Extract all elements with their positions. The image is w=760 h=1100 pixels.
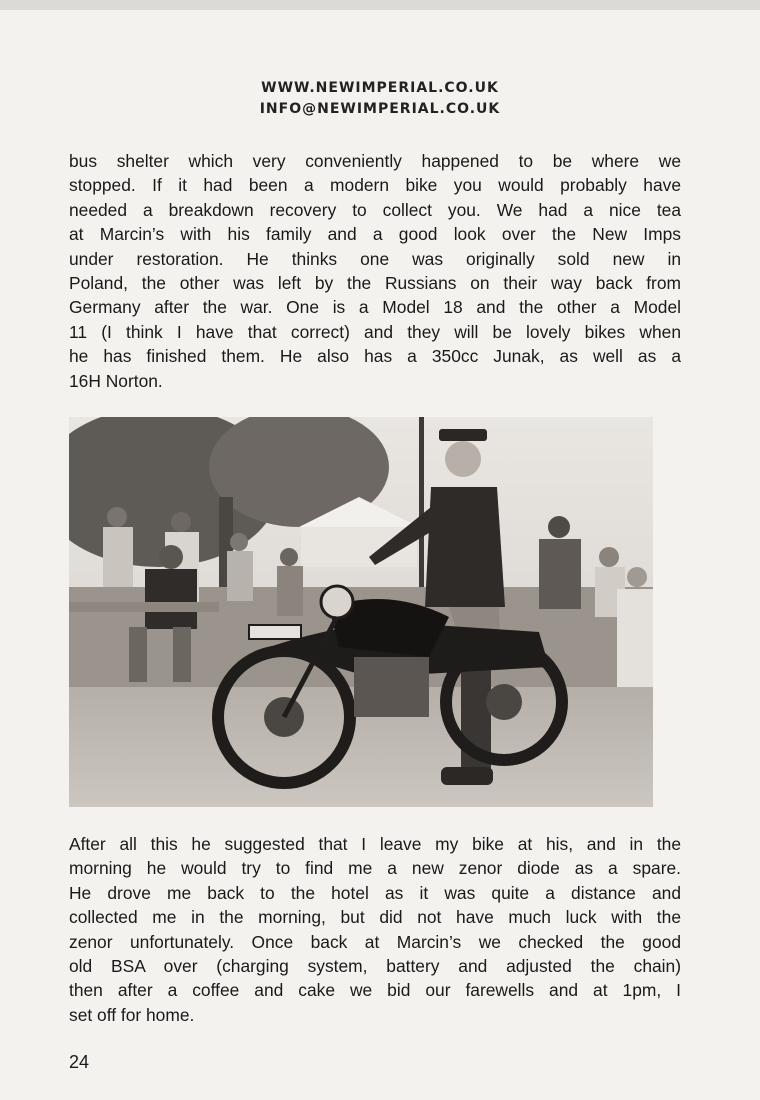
page-edge [0,0,760,10]
paragraph-2 [69,832,681,1027]
text-line: Germany after the war. One is a Model 18 and the other a Model [69,297,681,318]
text-line: morning he would try to find me a new zenor diode as a spare. [69,858,681,879]
text-line: zenor unfortunately. Once back at Marcin’s we checked the good [69,931,681,952]
text-line: then after a coffee and cake we bid our farewells and at 1pm, I [69,980,681,1001]
page-header [0,78,760,120]
text-line: collected me in the morning, but did not have much luck with the [69,907,681,928]
text-line: 11 (I think I have that correct) and they will be lovely bikes when [69,321,681,342]
page-number: 24 [69,1052,90,1072]
photo-illustration [69,417,653,807]
text-line: old BSA over (charging system, battery and adjusted the chain) [69,956,681,977]
text-line: under restoration. He thinks one was originally sold new in [69,248,681,269]
text-line: 16H Norton. [69,370,163,391]
text-line: at Marcin’s with his family and a good look over the New Imps [69,224,681,245]
text-line: He drove me back to the hotel as it was quite a distance and [69,882,681,903]
website-link[interactable]: WWW.NEWIMPERIAL.CO.UK [261,80,499,96]
motorcycle-photo [69,417,653,807]
email-link[interactable]: INFO@NEWIMPERIAL.CO.UK [259,101,501,117]
paragraph-1 [69,149,681,393]
text-line: stopped. If it had been a modern bike you would probably have [69,175,681,196]
text-line: he has finished them. He also has a 350cc Junak, as well as a [69,346,681,367]
text-line: needed a breakdown recovery to collect you. We had a nice tea [69,199,681,220]
text-line: After all this he suggested that I leave my bike at his, and in the [69,834,681,854]
text-line: bus shelter which very conveniently happened to be where we [69,151,681,171]
text-line: set off for home. [69,1004,195,1025]
text-line: Poland, the other was left by the Russians on their way back from [69,273,681,294]
